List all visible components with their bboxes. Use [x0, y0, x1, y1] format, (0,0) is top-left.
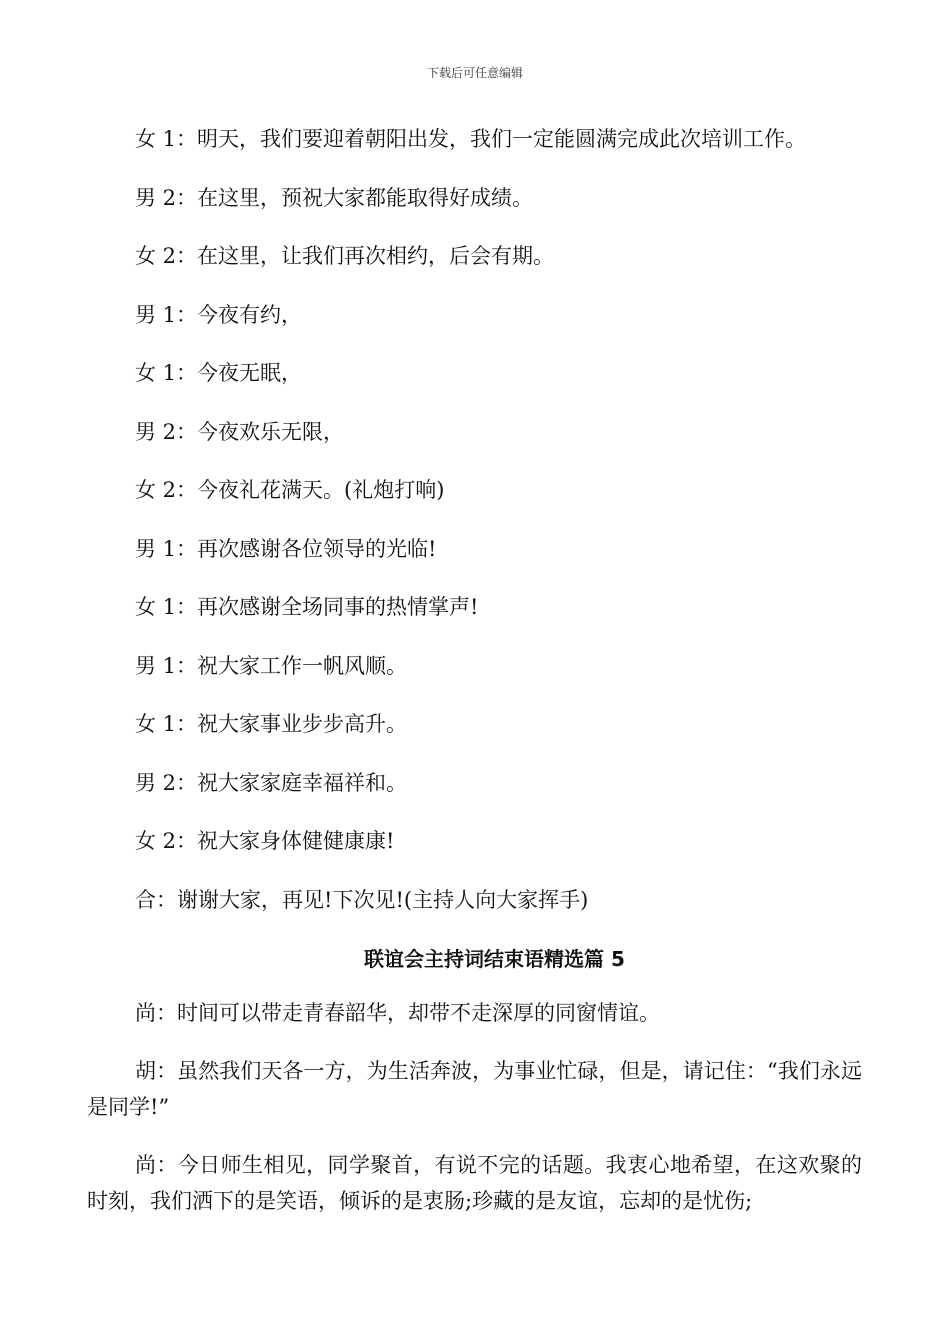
dialogue-line: 男 1：再次感谢各位领导的光临! [135, 536, 437, 561]
dialogue-line: 女 1：今夜无眠， [135, 361, 303, 385]
dialogue-line: 女 2：在这里，让我们再次相约，后会有期。 [135, 244, 555, 268]
document-body [87, 120, 862, 1241]
dialogue-line: 女 2：祝大家身体健健康康! [135, 829, 395, 853]
dialogue-line: 男 1：今夜有约， [135, 302, 303, 327]
dialogue-line: 女 1：再次感谢全场同事的热情掌声! [135, 595, 479, 619]
paragraph: 胡：虽然我们天各一方，为生活奔波，为事业忙碌，但是，请记住：“我们永远是同学!” [87, 1059, 862, 1119]
dialogue-line: 男 2：今夜欢乐无限， [135, 419, 345, 444]
section-heading: 联谊会主持词结束语精选篇 5 [364, 947, 625, 971]
dialogue-line: 女 1：明天，我们要迎着朝阳出发，我们一定能圆满完成此次培训工作。 [135, 127, 807, 151]
dialogue-line: 男 1：祝大家工作一帆风顺。 [135, 653, 408, 678]
dialogue-line: 女 1：祝大家事业步步高升。 [135, 712, 408, 736]
dialogue-line: 合：谢谢大家，再见!下次见!(主持人向大家挥手) [135, 887, 589, 912]
dialogue-line: 男 2：祝大家家庭幸福祥和。 [135, 770, 408, 795]
paragraph: 尚：今日师生相见，同学聚首，有说不完的话题。我衷心地希望，在这欢聚的时刻，我们洒下的是笑语，倾诉的是衷肠;珍藏的是友谊，忘却的是忧伤; [87, 1153, 862, 1213]
dialogue-line: 男 2：在这里，预祝大家都能取得好成绩。 [135, 185, 534, 210]
paragraph: 尚：时间可以带走青春韶华，却带不走深厚的同窗情谊。 [135, 1001, 660, 1025]
dialogue-line: 女 2：今夜礼花满天。(礼炮打响) [135, 478, 445, 502]
page-header: 下载后可任意编辑 [426, 66, 523, 80]
